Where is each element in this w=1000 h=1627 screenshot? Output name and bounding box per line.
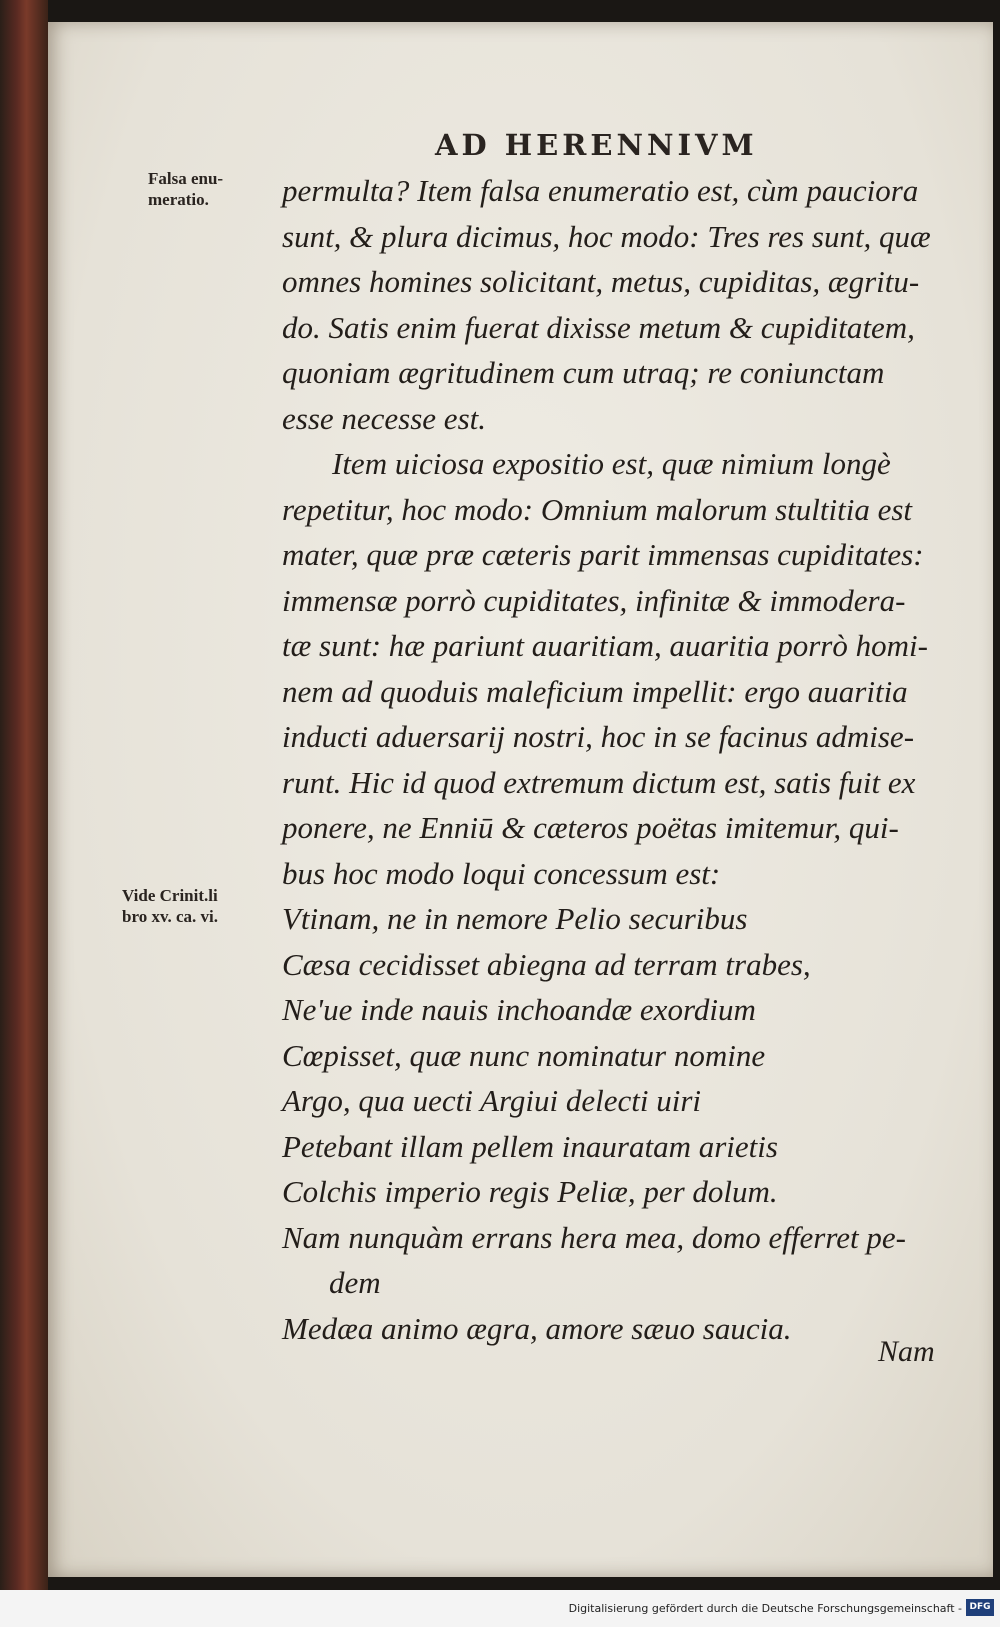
text-line: Ne'ue inde nauis inchoandæ exordium xyxy=(282,992,756,1027)
text-line: do. Satis enim fuerat dixisse metum & cupiditatem, xyxy=(282,309,915,345)
marginal-note-line: Falsa enu- xyxy=(148,169,224,188)
text-line: Cæsa cecidisset abiegna ad terram trabes, xyxy=(282,946,811,982)
text-line: nem ad quoduis maleficium impellit: ergo auaritia xyxy=(282,673,908,709)
marginal-note-falsa-enumeratio xyxy=(148,168,223,210)
text-line: Medæa animo ægra, amore sæuo saucia. xyxy=(282,1310,792,1346)
text-line: immensæ porrò cupiditates, infinitæ & immodera- xyxy=(282,582,906,618)
text-line: sunt, & plura dicimus, hoc modo: Tres res sunt, quæ xyxy=(282,218,931,254)
text-line: Nam nunquàm errans hera mea, domo efferret pe- xyxy=(282,1219,906,1255)
text-line: Argo, qua uecti Argiui delecti uiri xyxy=(282,1083,702,1118)
text-line: omnes homines solicitant, metus, cupiditas, ægritu- xyxy=(282,264,920,299)
text-line: Colchis imperio regis Peliæ, per dolum. xyxy=(282,1174,778,1209)
text-line: mater, quæ præ cæteris parit immensas cupiditates: xyxy=(282,537,924,572)
text-line: Petebant illam pellem inauratam arietis xyxy=(282,1128,778,1164)
text-line: esse necesse est. xyxy=(282,400,486,436)
text-line: tæ sunt: hæ pariunt auaritiam, auaritia porrò homi- xyxy=(282,628,928,663)
text-line: inducti aduersarij nostri, hoc in se facinus admise- xyxy=(282,719,915,754)
running-head: AD HERENNIVM xyxy=(435,128,758,162)
text-line: Vtinam, ne in nemore Pelio securibus xyxy=(282,901,748,936)
book-binding xyxy=(0,0,48,1590)
text-line: runt. Hic id quod extremum dictum est, satis fuit ex xyxy=(282,764,916,800)
text-line: quoniam ægritudinem cum utraq; re coniunctam xyxy=(282,355,885,390)
marginal-note-line: Vide Crinit.li xyxy=(122,886,218,905)
body-text xyxy=(282,168,952,1351)
text-line: ponere, ne Enniū & cæteros poëtas imitemur, qui- xyxy=(282,810,899,845)
marginal-note-line: meratio. xyxy=(148,190,209,209)
dfg-logo-icon: DFG xyxy=(966,1599,994,1616)
marginal-note-line: bro xv. ca. vi. xyxy=(122,907,219,926)
catchword: Nam xyxy=(878,1335,935,1368)
text-line: dem xyxy=(329,1265,381,1300)
text-line: Item uiciosa expositio est, quæ nimium longè xyxy=(332,446,891,481)
digitization-credit: Digitalisierung gefördert durch die Deutsche Forschungsgemeinschaft - xyxy=(568,1602,962,1615)
text-line: bus hoc modo loqui concessum est: xyxy=(282,855,721,891)
marginal-note-vide-crinit xyxy=(122,885,218,927)
text-line: permulta? Item falsa enumeratio est, cùm pauciora xyxy=(282,173,919,208)
text-line: Cœpisset, quæ nunc nominatur nomine xyxy=(282,1037,766,1073)
text-line: repetitur, hoc modo: Omnium malorum stultitia est xyxy=(282,491,913,527)
